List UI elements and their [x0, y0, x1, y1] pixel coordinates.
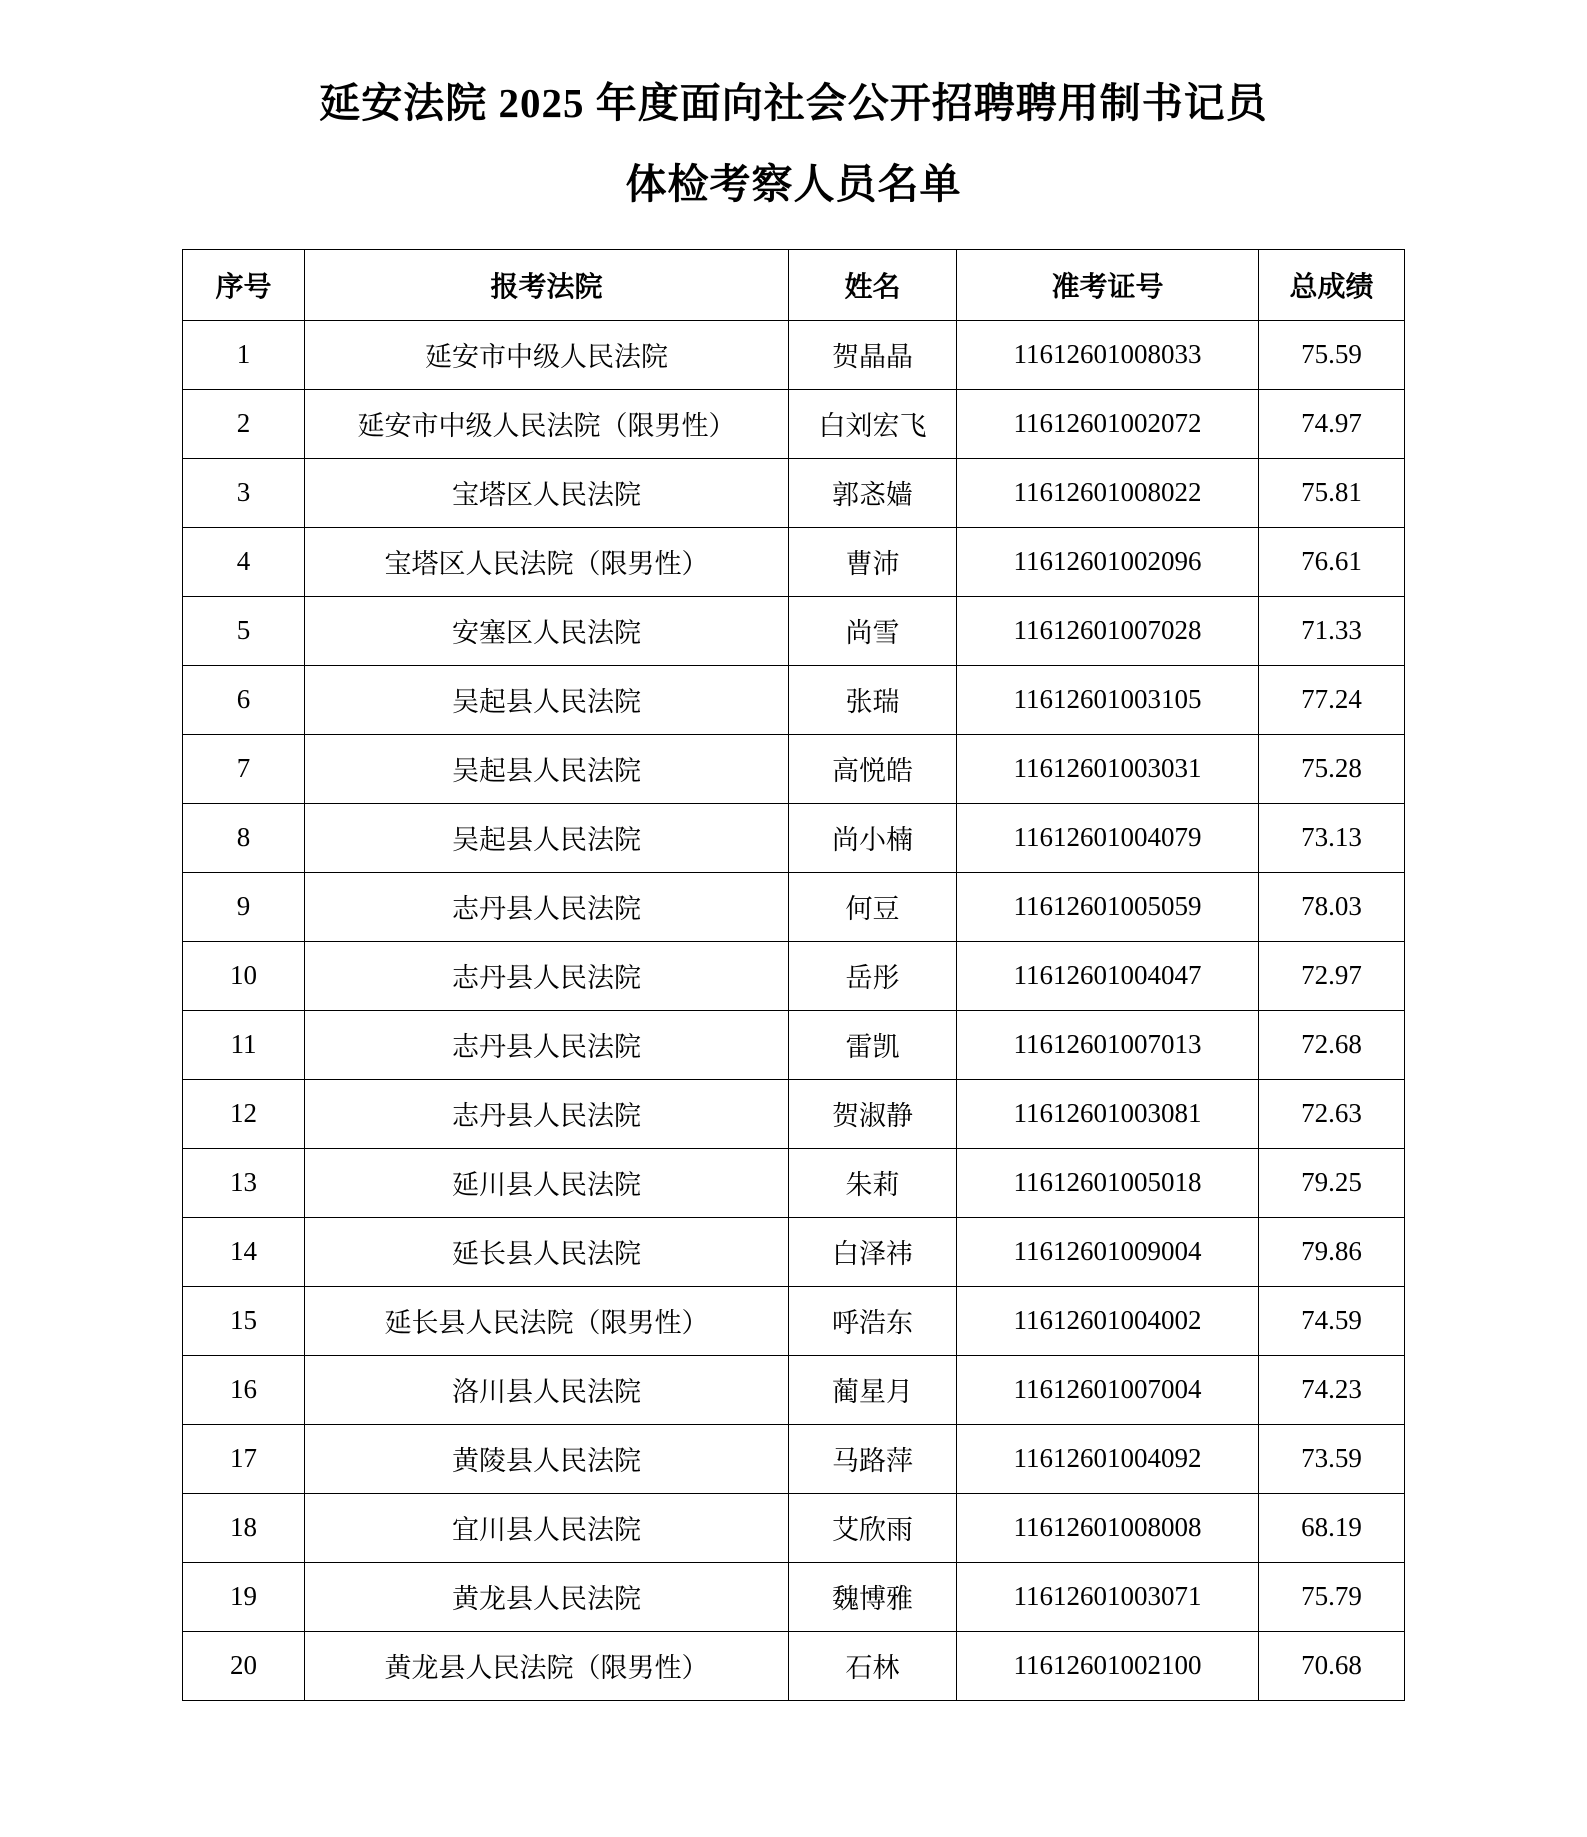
- cell-index: 2: [183, 389, 305, 458]
- cell-index: 20: [183, 1631, 305, 1700]
- cell-court: 宝塔区人民法院（限男性）: [305, 527, 789, 596]
- cell-name: 魏博雅: [789, 1562, 957, 1631]
- table-row: [183, 872, 1405, 941]
- cell-admit-number: 11612601007013: [957, 1010, 1259, 1079]
- cell-index: 4: [183, 527, 305, 596]
- cell-total-score: 75.79: [1259, 1562, 1405, 1631]
- cell-admit-number: 11612601002096: [957, 527, 1259, 596]
- cell-total-score: 74.59: [1259, 1286, 1405, 1355]
- table-row: [183, 1631, 1405, 1700]
- column-header-index: 序号: [183, 249, 305, 320]
- cell-total-score: 76.61: [1259, 527, 1405, 596]
- cell-total-score: 73.13: [1259, 803, 1405, 872]
- cell-index: 13: [183, 1148, 305, 1217]
- cell-court: 延川县人民法院: [305, 1148, 789, 1217]
- document-title: [0, 74, 1587, 215]
- cell-court: 延长县人民法院: [305, 1217, 789, 1286]
- cell-court: 黄陵县人民法院: [305, 1424, 789, 1493]
- cell-court: 延安市中级人民法院: [305, 320, 789, 389]
- cell-admit-number: 11612601004047: [957, 941, 1259, 1010]
- cell-index: 6: [183, 665, 305, 734]
- cell-admit-number: 11612601009004: [957, 1217, 1259, 1286]
- table-row: [183, 458, 1405, 527]
- cell-admit-number: 11612601004092: [957, 1424, 1259, 1493]
- cell-total-score: 77.24: [1259, 665, 1405, 734]
- table-row: [183, 803, 1405, 872]
- cell-name: 曹沛: [789, 527, 957, 596]
- cell-court: 延长县人民法院（限男性）: [305, 1286, 789, 1355]
- cell-index: 15: [183, 1286, 305, 1355]
- cell-name: 石林: [789, 1631, 957, 1700]
- cell-court: 吴起县人民法院: [305, 803, 789, 872]
- cell-name: 尚雪: [789, 596, 957, 665]
- table-row: [183, 527, 1405, 596]
- cell-index: 12: [183, 1079, 305, 1148]
- cell-name: 何豆: [789, 872, 957, 941]
- cell-name: 尚小楠: [789, 803, 957, 872]
- cell-court: 宝塔区人民法院: [305, 458, 789, 527]
- cell-court: 洛川县人民法院: [305, 1355, 789, 1424]
- table-row: [183, 320, 1405, 389]
- cell-total-score: 71.33: [1259, 596, 1405, 665]
- cell-admit-number: 11612601004002: [957, 1286, 1259, 1355]
- roster-table: [182, 249, 1405, 1701]
- cell-admit-number: 11612601003071: [957, 1562, 1259, 1631]
- table-row: [183, 1217, 1405, 1286]
- cell-admit-number: 11612601008033: [957, 320, 1259, 389]
- table-body: [183, 320, 1405, 1700]
- table-row: [183, 1079, 1405, 1148]
- cell-total-score: 75.28: [1259, 734, 1405, 803]
- cell-total-score: 74.23: [1259, 1355, 1405, 1424]
- cell-name: 郭忞嫱: [789, 458, 957, 527]
- cell-admit-number: 11612601007004: [957, 1355, 1259, 1424]
- cell-index: 9: [183, 872, 305, 941]
- cell-court: 志丹县人民法院: [305, 1079, 789, 1148]
- cell-index: 1: [183, 320, 305, 389]
- table-row: [183, 1493, 1405, 1562]
- cell-total-score: 72.97: [1259, 941, 1405, 1010]
- cell-total-score: 79.25: [1259, 1148, 1405, 1217]
- cell-total-score: 74.97: [1259, 389, 1405, 458]
- table-row: [183, 1355, 1405, 1424]
- table-row: [183, 1010, 1405, 1079]
- cell-name: 白泽祎: [789, 1217, 957, 1286]
- cell-total-score: 75.81: [1259, 458, 1405, 527]
- cell-total-score: 70.68: [1259, 1631, 1405, 1700]
- table-header-row: [183, 249, 1405, 320]
- cell-name: 呼浩东: [789, 1286, 957, 1355]
- cell-index: 10: [183, 941, 305, 1010]
- table-row: [183, 1148, 1405, 1217]
- cell-admit-number: 11612601005018: [957, 1148, 1259, 1217]
- cell-admit-number: 11612601002100: [957, 1631, 1259, 1700]
- column-header-name: 姓名: [789, 249, 957, 320]
- cell-index: 8: [183, 803, 305, 872]
- cell-court: 延安市中级人民法院（限男性）: [305, 389, 789, 458]
- cell-index: 17: [183, 1424, 305, 1493]
- table-row: [183, 1424, 1405, 1493]
- cell-index: 11: [183, 1010, 305, 1079]
- title-line-secondary: 体检考察人员名单: [625, 161, 962, 208]
- table-row: [183, 596, 1405, 665]
- cell-name: 高悦皓: [789, 734, 957, 803]
- cell-name: 马路萍: [789, 1424, 957, 1493]
- cell-total-score: 75.59: [1259, 320, 1405, 389]
- cell-admit-number: 11612601004079: [957, 803, 1259, 872]
- cell-name: 岳彤: [789, 941, 957, 1010]
- cell-total-score: 72.68: [1259, 1010, 1405, 1079]
- cell-name: 艾欣雨: [789, 1493, 957, 1562]
- table-row: [183, 665, 1405, 734]
- table-row: [183, 1562, 1405, 1631]
- cell-admit-number: 11612601003105: [957, 665, 1259, 734]
- table-row: [183, 1286, 1405, 1355]
- title-line-primary: 延安法院 2025 年度面向社会公开招聘聘用制书记员: [319, 80, 1268, 126]
- cell-court: 吴起县人民法院: [305, 734, 789, 803]
- cell-index: 7: [183, 734, 305, 803]
- cell-court: 志丹县人民法院: [305, 1010, 789, 1079]
- cell-total-score: 73.59: [1259, 1424, 1405, 1493]
- cell-name: 雷凯: [789, 1010, 957, 1079]
- cell-name: 蔺星月: [789, 1355, 957, 1424]
- column-header-total-score: 总成绩: [1259, 249, 1405, 320]
- cell-total-score: 68.19: [1259, 1493, 1405, 1562]
- cell-admit-number: 11612601002072: [957, 389, 1259, 458]
- cell-court: 志丹县人民法院: [305, 941, 789, 1010]
- cell-court: 宜川县人民法院: [305, 1493, 789, 1562]
- cell-total-score: 79.86: [1259, 1217, 1405, 1286]
- cell-court: 安塞区人民法院: [305, 596, 789, 665]
- table-row: [183, 389, 1405, 458]
- cell-name: 朱莉: [789, 1148, 957, 1217]
- cell-court: 黄龙县人民法院（限男性）: [305, 1631, 789, 1700]
- cell-total-score: 72.63: [1259, 1079, 1405, 1148]
- cell-index: 14: [183, 1217, 305, 1286]
- cell-index: 16: [183, 1355, 305, 1424]
- roster-table-container: [0, 249, 1587, 1701]
- column-header-court: 报考法院: [305, 249, 789, 320]
- cell-name: 贺淑静: [789, 1079, 957, 1148]
- cell-admit-number: 11612601008008: [957, 1493, 1259, 1562]
- table-row: [183, 941, 1405, 1010]
- cell-index: 3: [183, 458, 305, 527]
- table-header: [183, 249, 1405, 320]
- cell-admit-number: 11612601007028: [957, 596, 1259, 665]
- cell-court: 吴起县人民法院: [305, 665, 789, 734]
- cell-total-score: 78.03: [1259, 872, 1405, 941]
- cell-admit-number: 11612601005059: [957, 872, 1259, 941]
- table-row: [183, 734, 1405, 803]
- cell-name: 白刘宏飞: [789, 389, 957, 458]
- cell-court: 黄龙县人民法院: [305, 1562, 789, 1631]
- cell-admit-number: 11612601008022: [957, 458, 1259, 527]
- column-header-admit-number: 准考证号: [957, 249, 1259, 320]
- cell-index: 18: [183, 1493, 305, 1562]
- cell-index: 19: [183, 1562, 305, 1631]
- cell-admit-number: 11612601003031: [957, 734, 1259, 803]
- cell-index: 5: [183, 596, 305, 665]
- cell-name: 张瑞: [789, 665, 957, 734]
- cell-name: 贺晶晶: [789, 320, 957, 389]
- cell-admit-number: 11612601003081: [957, 1079, 1259, 1148]
- cell-court: 志丹县人民法院: [305, 872, 789, 941]
